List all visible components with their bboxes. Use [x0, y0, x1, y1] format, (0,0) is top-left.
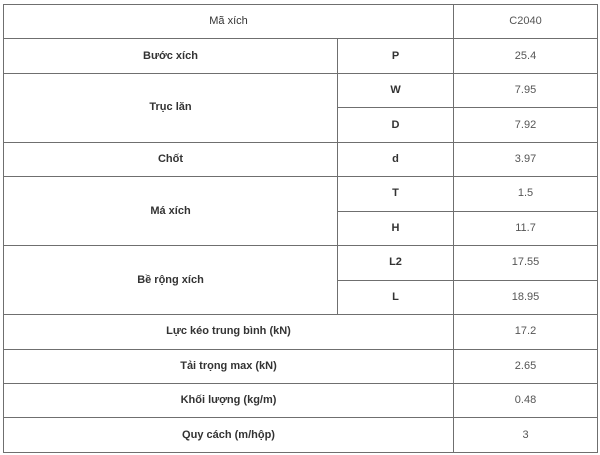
row-symbol: L2 [338, 246, 454, 280]
row-symbol: L [338, 280, 454, 314]
row-group-pin: Chốt [4, 142, 338, 176]
table-row [4, 39, 598, 73]
summary-label: Quy cách (m/hộp) [4, 418, 454, 453]
table-row [4, 142, 598, 176]
summary-row [4, 315, 598, 349]
row-value: 11.7 [454, 211, 598, 245]
header-label-cell: Mã xích [4, 5, 454, 39]
row-group-roller: Trục lăn [4, 73, 338, 142]
summary-label: Lực kéo trung bình (kN) [4, 315, 454, 349]
row-symbol: H [338, 211, 454, 245]
summary-value: 2.65 [454, 349, 598, 383]
row-value: 17.55 [454, 246, 598, 280]
summary-label: Khối lượng (kg/m) [4, 383, 454, 417]
row-group-plate: Má xích [4, 177, 338, 246]
row-group-pitch: Bước xích [4, 39, 338, 73]
row-value: 7.92 [454, 108, 598, 142]
row-value: 7.95 [454, 73, 598, 107]
row-symbol: P [338, 39, 454, 73]
row-symbol: W [338, 73, 454, 107]
table-header-row [4, 5, 598, 39]
row-value: 1.5 [454, 177, 598, 211]
row-symbol: D [338, 108, 454, 142]
summary-row [4, 349, 598, 383]
row-value: 18.95 [454, 280, 598, 314]
row-symbol: T [338, 177, 454, 211]
summary-label: Tải trọng max (kN) [4, 349, 454, 383]
table-row [4, 246, 598, 280]
row-group-width: Bề rộng xích [4, 246, 338, 315]
table-row [4, 177, 598, 211]
summary-value: 17.2 [454, 315, 598, 349]
summary-row [4, 418, 598, 453]
chain-spec-table [3, 4, 598, 453]
row-value: 3.97 [454, 142, 598, 176]
summary-row [4, 383, 598, 417]
summary-value: 3 [454, 418, 598, 453]
row-symbol: d [338, 142, 454, 176]
summary-value: 0.48 [454, 383, 598, 417]
row-value: 25.4 [454, 39, 598, 73]
header-value-cell: C2040 [454, 5, 598, 39]
table-row [4, 73, 598, 107]
